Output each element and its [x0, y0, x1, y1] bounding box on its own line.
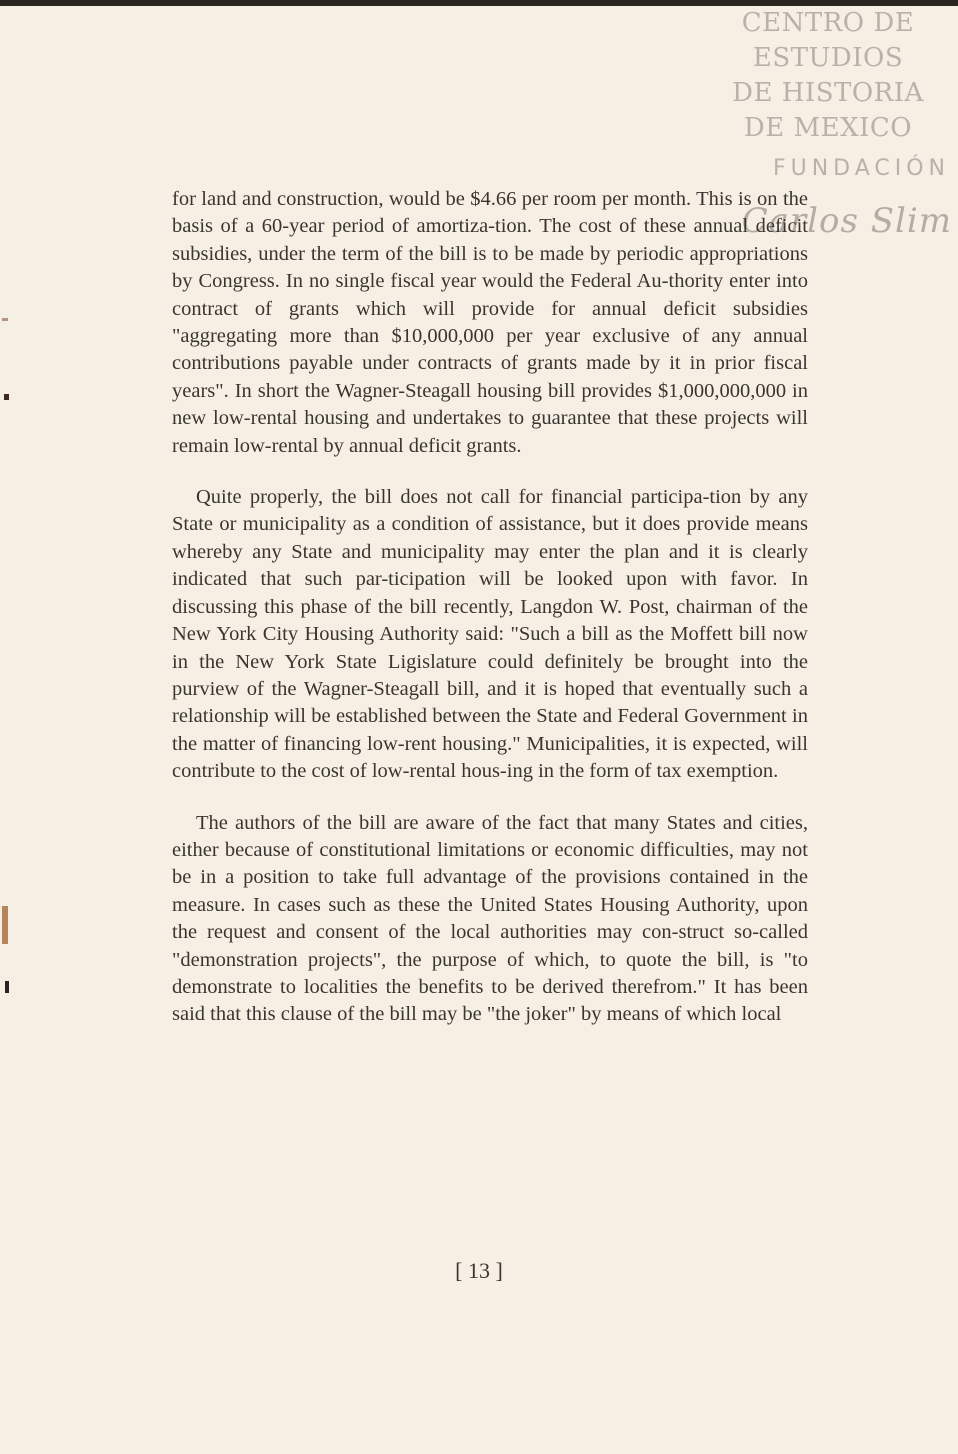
- watermark-line-4: DE MEXICO: [743, 113, 913, 143]
- paragraph-2: Quite properly, the bill does not call for financial participa-tion by any State or municipality as a condition of assistance, but it does provide means whereby any State and municipality may enter the plan and it is clearly indicated that such par-ticipation will be looked upon with favor. In discussing this phase of the bill recently, Langdon W. Post, chairman of the New York City Housing Authority said: "Such a bill as the Moffett bill now in the New York State Ligislature could definitely be brought into the purview of the Wagner-Steagall bill, and it is hoped that eventually such a relationship will be established between the State and Federal Government in the matter of financing low-rent housing." Municipalities, it is expected, will contribute to the cost of low-rental hous-ing in the form of tax exemption.: [172, 486, 808, 783]
- body-text: [172, 186, 808, 1029]
- archive-watermark: [718, 6, 938, 146]
- fundacion-label: FUNDACIÓN: [772, 156, 950, 181]
- signature-logo: Carlos Slim: [741, 201, 952, 241]
- margin-mark: [5, 981, 9, 993]
- page-number: [ 13 ]: [455, 1258, 503, 1283]
- paragraph-1: for land and construction, would be $4.66 per room per month. This is on the basis of a 60-year period of amortiza-tion. The cost of these annual deficit subsidies, under the term of the bill is to be made by periodic appropriations by Congress. In no single fiscal year would the Federal Au-thority enter into contract of grants which will provide for annual deficit subsidies "aggregating more than $10,000,000 per year exclusive of any annual contributions payable under contracts of grants made by it in prior fiscal years". In short the Wagner-Steagall housing bill provides $1,000,000,000 in new low-rental housing and undertakes to guarantee that these projects will remain low-rental by annual deficit grants.: [172, 188, 808, 457]
- margin-mark: [4, 394, 9, 400]
- document-page: [0, 6, 958, 1454]
- watermark-line-1: CENTRO DE: [741, 8, 915, 38]
- margin-mark: [2, 906, 8, 944]
- watermark-line-2: ESTUDIOS: [752, 43, 904, 73]
- paragraph-3: The authors of the bill are aware of the fact that many States and cities, either because of constitutional limitations or economic difficulties, may not be in a position to take full advantage of the provisions contained in the measure. In cases such as these the United States Housing Authority, upon the request and consent of the local authorities may con-struct so-called "demonstration projects", the purpose of which, to quote the bill, is "to demonstrate to localities the benefits to be derived therefrom." It has been said that this clause of the bill may be "the joker" by means of which local: [172, 811, 808, 1026]
- margin-mark: [2, 318, 8, 321]
- watermark-line-3: DE HISTORIA: [732, 78, 924, 108]
